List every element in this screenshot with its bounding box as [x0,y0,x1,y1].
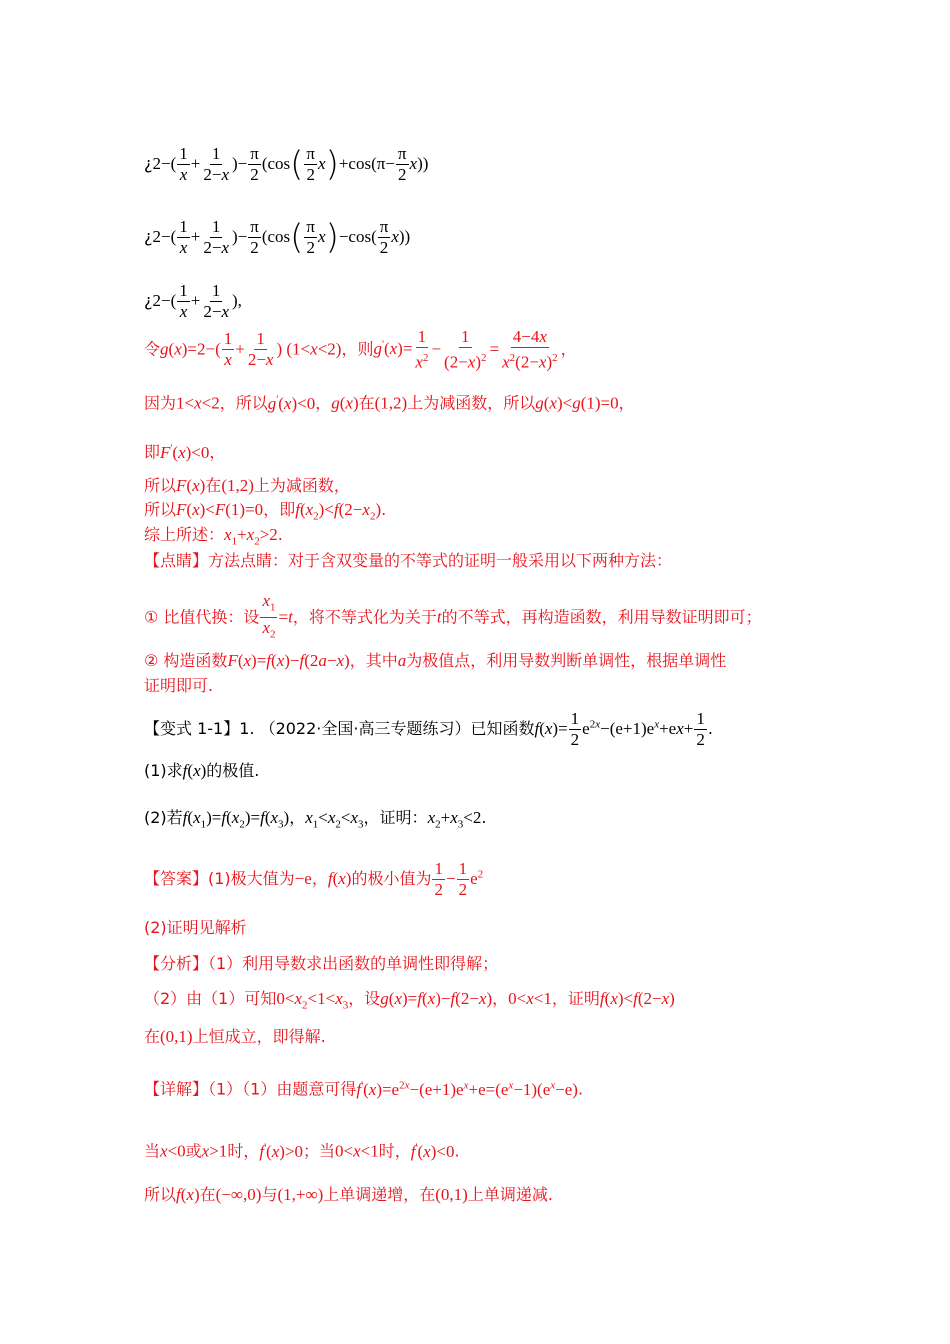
question-2: (2)若$f(x_1)=f(x_2)=f(x_3)$，$x_1<x_2<x_3$，证明：$x_2+x_3<2$. [144,808,487,831]
derivation-line-9: 综上所述：$x_1+x_2>2$. [144,525,283,548]
derivation-line-7: 所以F(x)在(1,2)上为减函数， [144,476,350,495]
derivation-line-5: 因为1<x<2，所以g'(x)<0，g(x)在(1,2)上为减函数，所以g(x)<g(1)=0， [144,393,635,413]
answer-1: 【答案】(1)极大值为−e，f(x)的极小值为 $\frac{1}{2}$ − $\frac{1}{2}$ $e^2$ [144,859,484,899]
detail-3: 所以f(x)在(−∞,0)与(1,+∞)上单调递增，在(0,1)上单调递减. [144,1185,553,1204]
tip-method-2: ② 构造函数F(x)=f(x)−f(2a−x)，其中a为极值点，利用导数判断单调性，根据单调性 [144,651,727,670]
detail-2: 当x<0或x>1时，f'(x)>0；当0<x<1时，f'(x)<0. [144,1141,460,1161]
tip-method-2-cont: 证明即可. [144,676,214,695]
derivation-line-2: ¿2−( $\frac{1}{x}$ + $\frac{1}{2-x}$ )− $\frac{\pi}{2}$ (cos( $\frac{\pi}{2}$ x)−cos( $\frac{\pi}{2}$ x)) [144,217,411,258]
analysis-2: （2）由（1）可知$0<x_2<1<x_3$，设g(x)=f(x)−f(2−x)，0<x<1，证明f(x)<f(2−x) [144,989,675,1012]
question-1: (1)求f(x)的极值. [144,761,260,780]
analysis-1: 【分析】（1）利用导数求出函数的单调性即得解； [144,954,499,973]
derivation-line-8: 所以F(x)<F(1)=0，即$f(x_2)<f(2-x_2)$. [144,500,387,523]
derivation-line-4: 令g(x)=2−( $\frac{1}{x}$ + $\frac{1}{2-x}$ ) (1<x<2)，则g'(x)= $\frac{1}{x^2}$ − $\frac{1}{(2-x)^2}$ = $\frac{4-4x}{x^2(2-x)^2}$ ， [144,327,577,372]
tip-heading: 【点睛】方法点睛：对于含双变量的不等式的证明一般采用以下两种方法： [144,551,673,570]
derivation-line-6: 即F'(x)<0， [144,442,226,462]
detail-1: 【详解】（1）（1）由题意可得$f'(x)=e^{2x}-(e+1)e^x+e=(e^x-1)(e^x-e)$. [144,1079,584,1099]
analysis-2-cont: 在(0,1)上恒成立，即得解. [144,1027,326,1046]
tip-method-1: ① 比值代换：设 $\frac{x_1}{x_2}$ =t，将不等式化为关于t的不等式，再构造函数，利用导数证明即可； [144,591,762,641]
problem-statement: 【变式 1-1】1. （2022·全国·高三专题练习）已知函数f(x)= $\frac{1}{2}$ $e^{2x}-(e+1)e^x+ex+$ $\frac{1}{2}$ . [144,709,713,749]
derivation-line-1: ¿2−( $\frac{1}{x}$ + $\frac{1}{2-x}$ )− $\frac{\pi}{2}$ (cos( $\frac{\pi}{2}$ x)+cos(π− $\frac{\pi}{2}$ x)) [144,144,429,185]
derivation-line-3: ¿2−( $\frac{1}{x}$ + $\frac{1}{2-x}$ ), [144,281,242,321]
answer-2: (2)证明见解析 [144,918,247,937]
